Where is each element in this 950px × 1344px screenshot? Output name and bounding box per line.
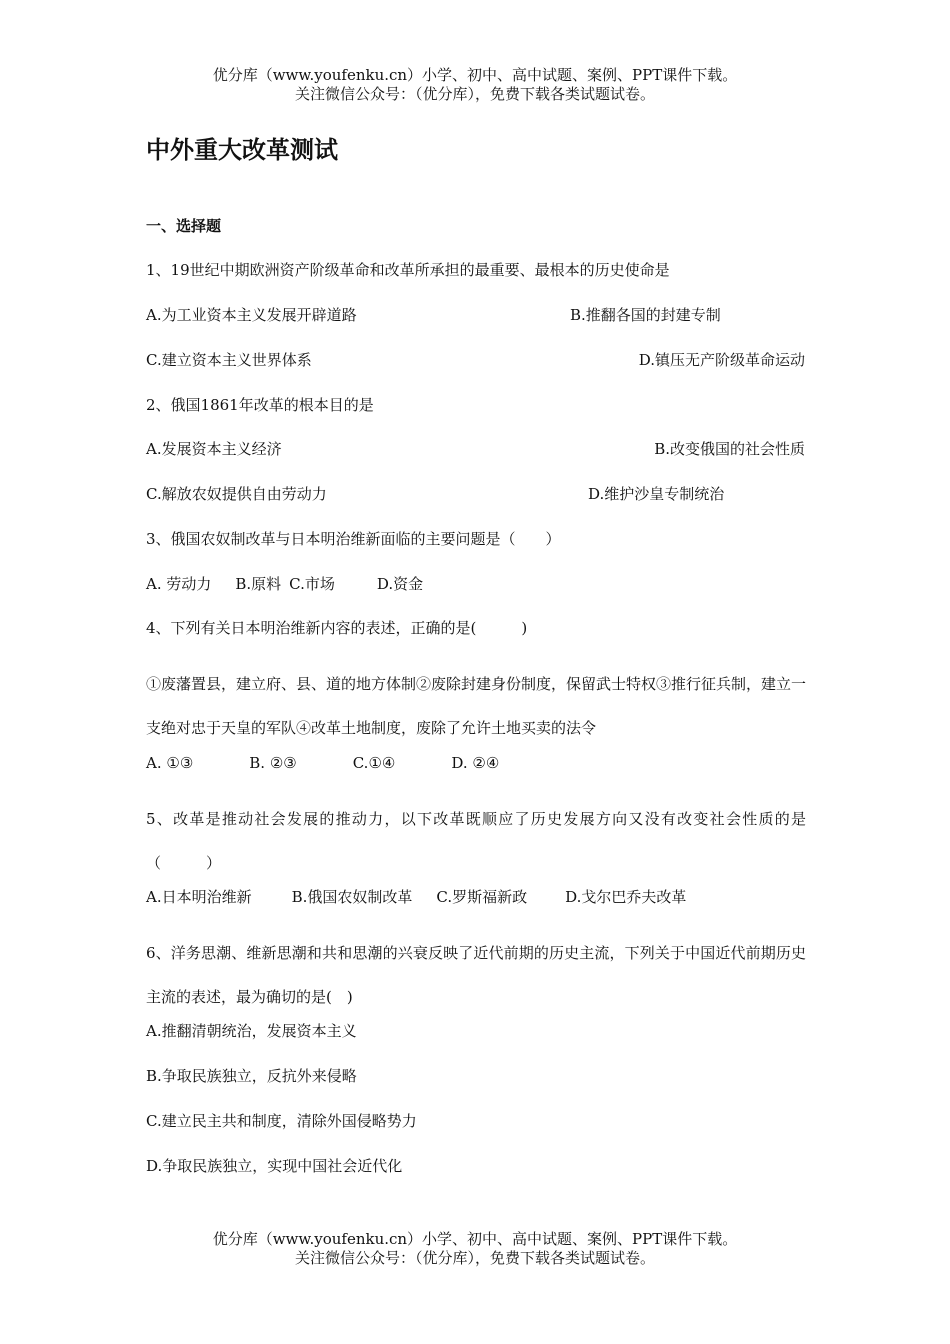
header-line-2: 关注微信公众号：（优分库），免费下载各类试题试卷。 [294,85,655,103]
footer-line-1: 优分库（www.youfenku.cn）小学、初中、高中试题、案例、PPT课件下载。 [212,1230,738,1248]
q3-option-d: D.资金 [376,575,424,593]
q2-option-d: D.维护沙皇专制统治 [588,485,725,503]
q6-option-d: D.争取民族独立，实现中国社会近代化 [146,1157,403,1175]
q5-option-b: B.俄国农奴制改革 [291,888,413,906]
q1-option-b: B.推翻各国的封建专制 [570,306,721,324]
q3-option-b: B.原料 [235,575,282,593]
section-title: 一、选择题 [146,217,222,235]
q4-options [146,752,499,774]
q2-option-a: A.发展资本主义经济 [146,440,282,458]
q2-option-c: C.解放农奴提供自由劳动力 [146,485,327,503]
question-4-content: ①废藩置县，建立府、县、道的地方体制②废除封建身份制度，保留武士特权③推行征兵制，建立一支绝对忠于天皇的军队④改革土地制度，废除了允许土地买卖的法令 [146,675,807,737]
page-header [0,66,950,104]
document-title: 中外重大改革测试 [146,136,338,164]
q5-option-a: A.日本明治维新 [146,888,252,906]
q4-option-b: B. ②③ [249,754,297,772]
q1-option-d: D.镇压无产阶级革命运动 [638,351,805,369]
footer-line-2: 关注微信公众号：（优分库），免费下载各类试题试卷。 [294,1249,655,1267]
q5-option-c: C.罗斯福新政 [436,888,528,906]
q4-option-c: C.①④ [352,754,396,772]
q1-option-a: A.为工业资本主义发展开辟道路 [146,306,357,324]
q6-option-a: A.推翻清朝统治，发展资本主义 [146,1022,357,1040]
question-3-stem: 3、俄国农奴制改革与日本明治维新面临的主要问题是（ ） [146,530,561,548]
question-5-stem: 5、改革是推动社会发展的推动力，以下改革既顺应了历史发展方向又没有改变社会性质的是（ ） [146,810,806,872]
q6-option-b: B.争取民族独立，反抗外来侵略 [146,1067,357,1085]
page-footer [0,1230,950,1268]
q1-option-c: C.建立资本主义世界体系 [146,351,312,369]
question-4-stem: 4、下列有关日本明治维新内容的表述，正确的是( ) [146,619,528,637]
q3-option-c: C.市场 [289,575,335,593]
question-6-stem: 6、洋务思潮、维新思潮和共和思潮的兴衰反映了近代前期的历史主流，下列关于中国近代前期历史主流的表述，最为确切的是( ) [146,944,806,1006]
q6-option-c: C.建立民主共和制度，清除外国侵略势力 [146,1112,417,1130]
question-2-stem: 2、俄国1861年改革的根本目的是 [146,396,374,414]
q4-option-a: A. ①③ [146,754,194,772]
q4-option-d: D. ②④ [451,754,500,772]
q3-options [146,573,423,595]
q2-option-b: B.改变俄国的社会性质 [654,440,805,458]
q5-options [146,886,686,908]
q5-option-d: D.戈尔巴乔夫改革 [565,888,687,906]
header-line-1: 优分库（www.youfenku.cn）小学、初中、高中试题、案例、PPT课件下载。 [212,66,738,84]
question-1-stem: 1、19世纪中期欧洲资产阶级革命和改革所承担的最重要、最根本的历史使命是 [146,261,670,279]
q3-option-a: A. 劳动力 [146,575,212,593]
